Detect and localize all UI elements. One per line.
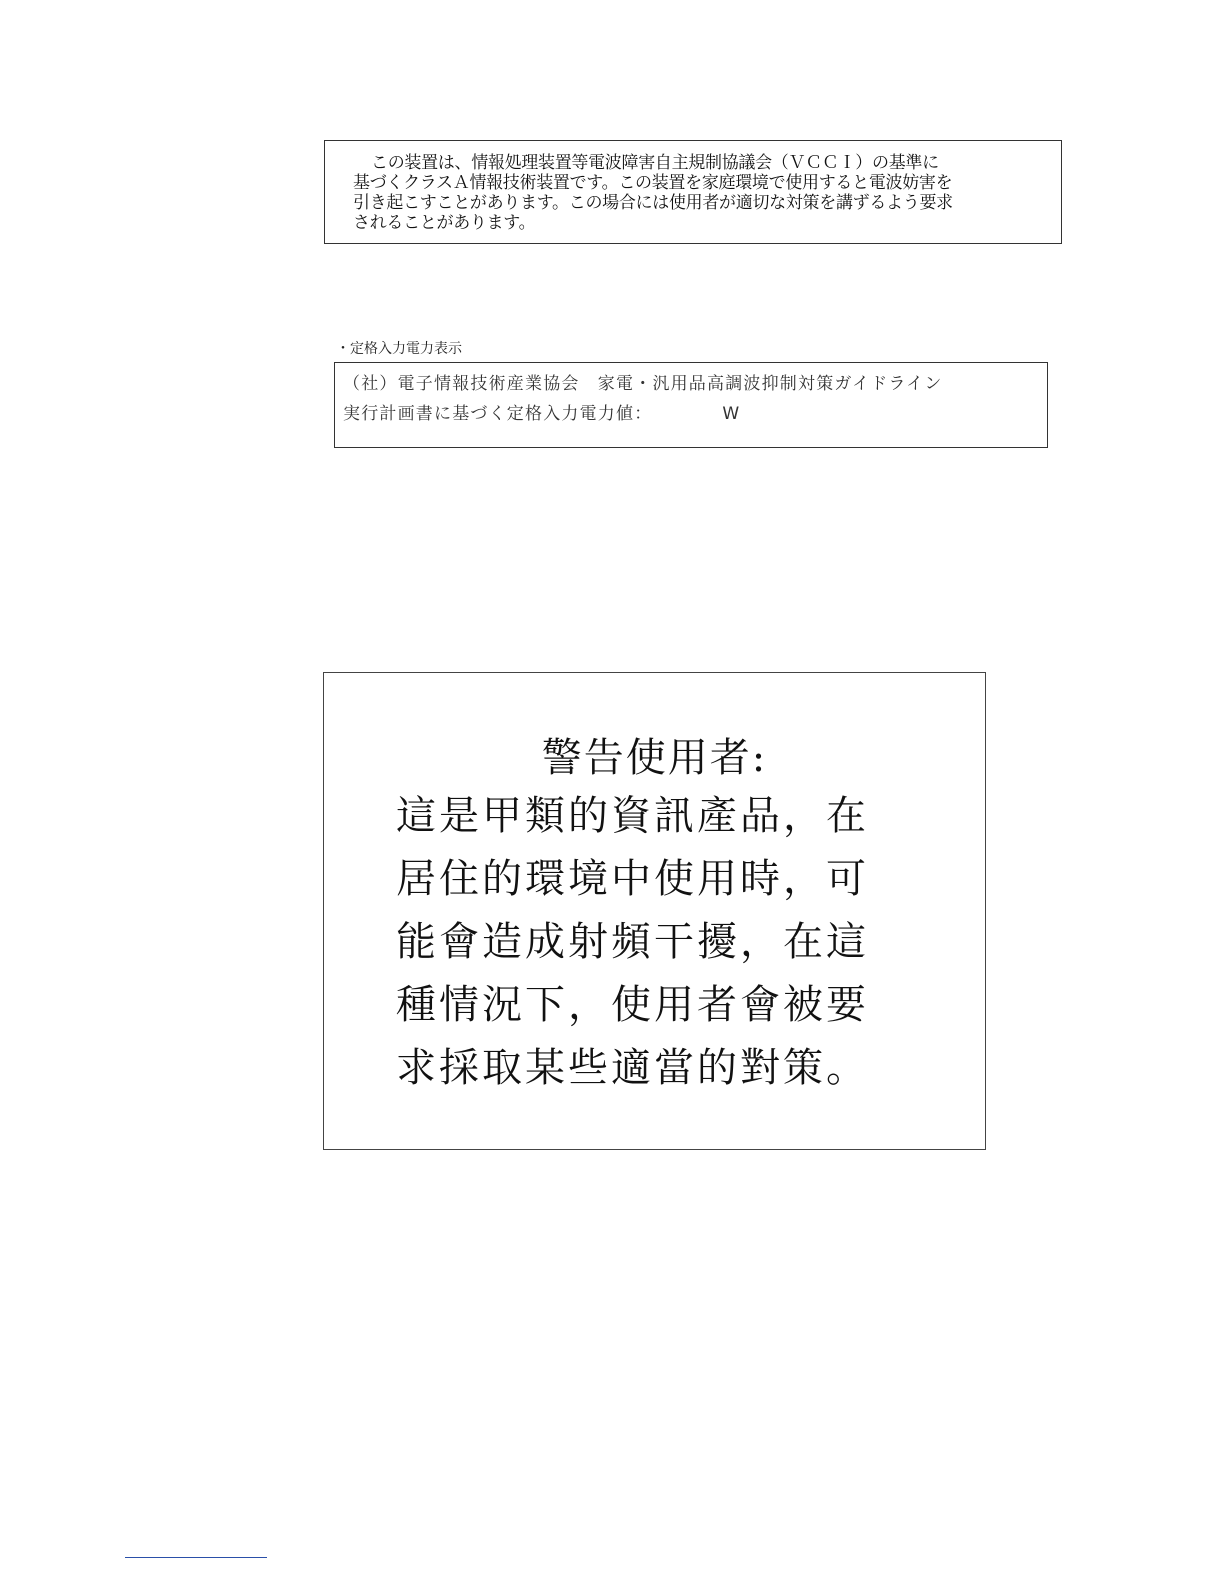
rated-power-box xyxy=(334,362,1048,448)
bsmi-warning-line: 能會造成射頻干擾，在這 xyxy=(396,919,869,965)
rated-power-value-row xyxy=(343,399,1039,429)
bsmi-warning-line: 求採取某些適當的對策。 xyxy=(396,1045,869,1091)
bsmi-warning-box xyxy=(323,672,986,1150)
rated-power-heading: ・定格入力電力表示 xyxy=(336,341,462,357)
bsmi-warning-line: 種情況下，使用者會被要 xyxy=(396,982,869,1028)
vcci-notice-line: この装置は、情報処理装置等電波障害自主規制協議会（ＶＣＣＩ）の基準に xyxy=(371,153,939,173)
vcci-notice-line: されることがあります。 xyxy=(353,213,536,233)
rated-power-unit: W xyxy=(722,404,741,424)
rated-power-guideline-text: （社）電子情報技術産業協会 家電・汎用品高調波抑制対策ガイドライン xyxy=(343,374,943,394)
bsmi-warning-body xyxy=(396,785,916,1100)
vcci-notice-line: 引き起こすことがあります。この場合には使用者が適切な対策を講ずるよう要求 xyxy=(353,193,953,213)
footnote-divider xyxy=(125,1557,267,1558)
bsmi-warning-line: 這是甲類的資訊產品，在 xyxy=(396,793,869,839)
vcci-notice-line: 基づくクラスＡ情報技術装置です。この装置を家庭環境で使用すると電波妨害を xyxy=(353,173,953,193)
vcci-notice-box xyxy=(324,140,1062,244)
bsmi-warning-title: 警告使用者: xyxy=(541,735,768,781)
rated-power-value-label: 実行計画書に基づく定格入力電力値： xyxy=(343,404,653,424)
bsmi-warning-line: 居住的環境中使用時，可 xyxy=(396,856,869,902)
